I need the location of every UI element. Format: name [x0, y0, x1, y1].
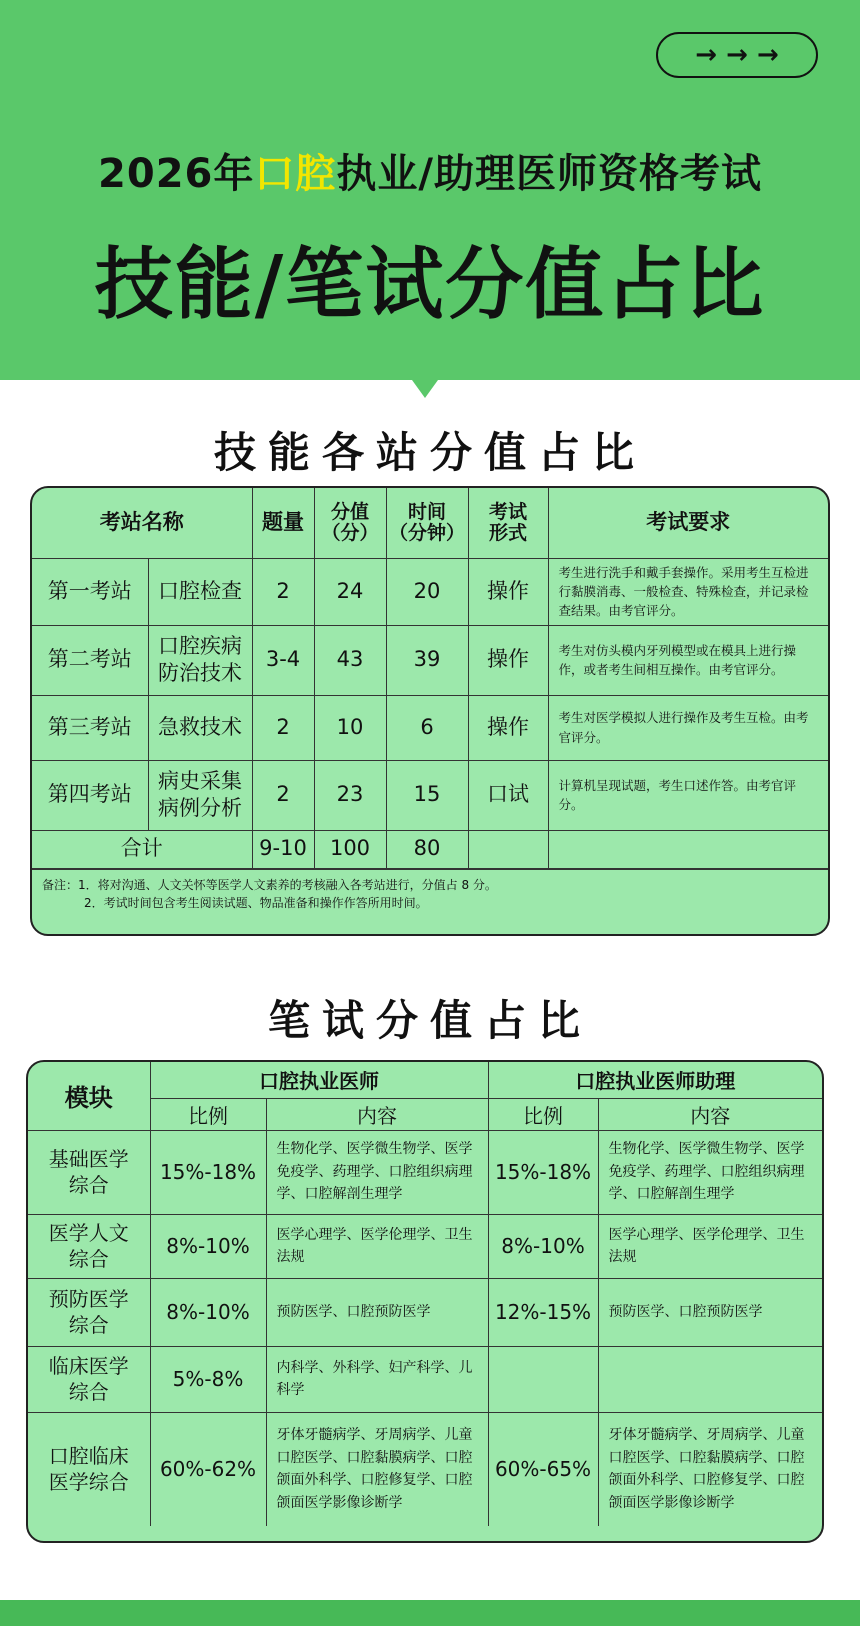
header-group-practitioner: 口腔执业医师	[150, 1062, 488, 1098]
skills-section-title: 技能各站分值占比	[213, 428, 646, 477]
ratio-cell: 8%-10%	[150, 1278, 266, 1346]
table-row	[32, 625, 828, 695]
requirement-cell: 考生进行洗手和戴手套操作。采用考生互检进行黏膜消毒、一般检查、特殊检查，并记录检查结果。由考官评分。	[548, 558, 828, 625]
content-cell: 医学心理学、医学伦理学、卫生法规	[266, 1214, 488, 1278]
total-form-empty	[468, 830, 548, 868]
form-cell: 口试	[468, 760, 548, 830]
requirement-cell: 考生对医学模拟人进行操作及考生互检。由考官评分。	[548, 695, 828, 760]
arrows-badge: → → →	[656, 32, 818, 78]
header-station: 考站名称	[32, 488, 252, 558]
time-cell: 39	[386, 625, 468, 695]
module-cell: 临床医学 综合	[28, 1346, 150, 1412]
count-cell: 2	[252, 760, 314, 830]
total-time: 80	[386, 830, 468, 868]
count-cell: 2	[252, 695, 314, 760]
ratio-cell	[488, 1346, 598, 1412]
station-name-cell: 口腔检查	[148, 558, 252, 625]
table-row	[32, 558, 828, 625]
score-cell: 10	[314, 695, 386, 760]
module-cell: 医学人文 综合	[28, 1214, 150, 1278]
page-subtitle	[0, 142, 860, 199]
content-cell: 内科学、外科学、妇产科学、儿科学	[266, 1346, 488, 1412]
content-cell: 预防医学、口腔预防医学	[598, 1278, 822, 1346]
score-cell: 43	[314, 625, 386, 695]
header-time: 时间 （分钟）	[386, 488, 468, 558]
table-row	[28, 1412, 822, 1526]
table-row	[28, 1278, 822, 1346]
module-cell: 口腔临床 医学综合	[28, 1412, 150, 1526]
score-cell: 24	[314, 558, 386, 625]
content-cell: 医学心理学、医学伦理学、卫生法规	[598, 1214, 822, 1278]
ratio-cell: 60%-62%	[150, 1412, 266, 1526]
requirement-cell: 计算机呈现试题，考生口述作答。由考官评分。	[548, 760, 828, 830]
count-cell: 3-4	[252, 625, 314, 695]
total-label: 合计	[32, 830, 252, 868]
table-row	[32, 695, 828, 760]
station-cell: 第二考站	[32, 625, 148, 695]
table-row	[28, 1130, 822, 1214]
skills-note	[32, 869, 828, 915]
skills-table	[30, 486, 830, 936]
station-cell: 第四考站	[32, 760, 148, 830]
content-cell: 牙体牙髓病学、牙周病学、儿童口腔医学、口腔黏膜病学、口腔颌面外科学、口腔修复学、口腔颌面医学影像诊断学	[598, 1412, 822, 1526]
table-row	[28, 1346, 822, 1412]
form-cell: 操作	[468, 558, 548, 625]
total-score: 100	[314, 830, 386, 868]
header-ratio-1: 比例	[150, 1098, 266, 1130]
subtitle-highlight: 口腔	[254, 151, 337, 197]
content-cell: 牙体牙髓病学、牙周病学、儿童口腔医学、口腔黏膜病学、口腔颌面外科学、口腔修复学、口腔颌面医学影像诊断学	[266, 1412, 488, 1526]
total-row	[32, 830, 828, 868]
header-banner	[0, 0, 860, 380]
subtitle-year: 2026年	[98, 151, 255, 197]
station-cell: 第一考站	[32, 558, 148, 625]
page-title: 技能/笔试分值占比	[94, 240, 766, 330]
table-row	[28, 1214, 822, 1278]
total-count: 9-10	[252, 830, 314, 868]
ratio-cell: 12%-15%	[488, 1278, 598, 1346]
ratio-cell: 8%-10%	[150, 1214, 266, 1278]
down-pointer-icon	[412, 380, 438, 398]
content-cell: 生物化学、医学微生物学、医学免疫学、药理学、口腔组织病理学、口腔解剖生理学	[266, 1130, 488, 1214]
footer-band	[0, 1600, 860, 1626]
time-cell: 15	[386, 760, 468, 830]
content-cell: 预防医学、口腔预防医学	[266, 1278, 488, 1346]
station-name-cell: 口腔疾病 防治技术	[148, 625, 252, 695]
content-cell: 生物化学、医学微生物学、医学免疫学、药理学、口腔组织病理学、口腔解剖生理学	[598, 1130, 822, 1214]
table-row	[32, 760, 828, 830]
written-table	[26, 1060, 824, 1543]
header-content-1: 内容	[266, 1098, 488, 1130]
content-cell	[598, 1346, 822, 1412]
note-line-2: 2．考试时间包含考生阅读试题、物品准备和操作作答所用时间。	[84, 896, 428, 911]
time-cell: 6	[386, 695, 468, 760]
header-module: 模块	[28, 1062, 150, 1130]
time-cell: 20	[386, 558, 468, 625]
score-cell: 23	[314, 760, 386, 830]
header-count: 题量	[252, 488, 314, 558]
ratio-cell: 60%-65%	[488, 1412, 598, 1526]
total-req-empty	[548, 830, 828, 868]
ratio-cell: 5%-8%	[150, 1346, 266, 1412]
requirement-cell: 考生对仿头模内牙列模型或在模具上进行操作，或者考生间相互操作。由考官评分。	[548, 625, 828, 695]
header-requirement: 考试要求	[548, 488, 828, 558]
form-cell: 操作	[468, 695, 548, 760]
station-name-cell: 急救技术	[148, 695, 252, 760]
station-cell: 第三考站	[32, 695, 148, 760]
subtitle-rest: 执业/助理医师资格考试	[336, 151, 762, 197]
form-cell: 操作	[468, 625, 548, 695]
header-content-2: 内容	[598, 1098, 822, 1130]
count-cell: 2	[252, 558, 314, 625]
header-ratio-2: 比例	[488, 1098, 598, 1130]
written-section-title: 笔试分值占比	[267, 996, 592, 1045]
header-form: 考试 形式	[468, 488, 548, 558]
module-cell: 基础医学 综合	[28, 1130, 150, 1214]
ratio-cell: 15%-18%	[488, 1130, 598, 1214]
ratio-cell: 15%-18%	[150, 1130, 266, 1214]
station-name-cell: 病史采集 病例分析	[148, 760, 252, 830]
note-line-1: 备注：1．将对沟通、人文关怀等医学人文素养的考核融入各考站进行，分值占 8 分。	[42, 877, 497, 892]
header-group-assistant: 口腔执业医师助理	[488, 1062, 822, 1098]
module-cell: 预防医学 综合	[28, 1278, 150, 1346]
header-score: 分值 （分）	[314, 488, 386, 558]
ratio-cell: 8%-10%	[488, 1214, 598, 1278]
